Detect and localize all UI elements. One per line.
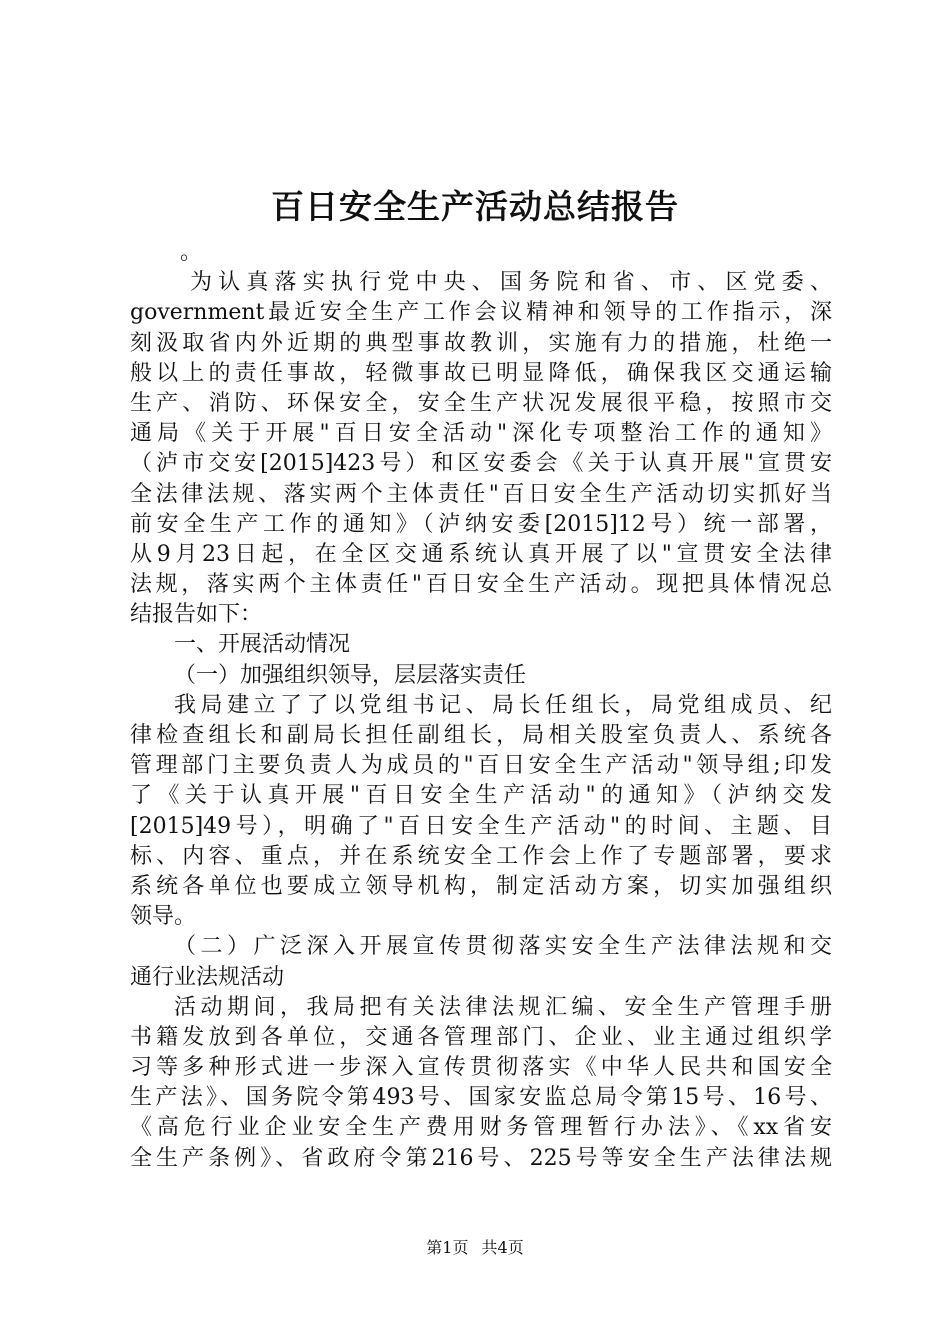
page-number: 第1页 xyxy=(426,1238,469,1257)
page-title: 百日安全生产活动总结报告 xyxy=(271,187,679,226)
text-line: 生产法》、国务院令第493号、国家安监总局令第15号、16号、 xyxy=(130,1085,832,1111)
subsection-heading: （一）加强组织领导，层层落实责任 xyxy=(174,662,527,688)
text-line: 管理部门主要负责人为成员的"百日安全生产活动"领导组;印发 xyxy=(130,753,832,779)
text-line: 前安全生产工作的通知》（泸纳安委[2015]12号）统一部署， xyxy=(130,511,832,537)
text-line: 。 xyxy=(180,240,203,265)
text-line: 习等多种形式进一步深入宣传贯彻落实《中华人民共和国安全 xyxy=(130,1055,832,1081)
text-line: 全法律法规、落实两个主体责任"百日安全生产活动切实抓好当 xyxy=(130,481,832,507)
page-footer xyxy=(0,1238,950,1258)
text-line: 通局《关于开展"百日安全活动"深化专项整治工作的通知》 xyxy=(130,421,832,447)
text-line: 《高危行业企业安全生产费用财务管理暂行办法》、《xx省安 xyxy=(130,1115,832,1141)
text-line: 我局建立了了以党组书记、局长任组长，局党组成员、纪 xyxy=(174,692,832,718)
document-body xyxy=(130,238,832,1174)
text-line: 领导。 xyxy=(130,904,197,930)
text-line: 法规，落实两个主体责任"百日安全生产活动。现把具体情况总 xyxy=(130,572,832,598)
page-total: 共4页 xyxy=(481,1238,524,1257)
text-line: 刻汲取省内外近期的典型事故教训，实施有力的措施，杜绝一 xyxy=(130,330,832,356)
section-heading: 一、开展活动情况 xyxy=(174,632,351,658)
text-line: 般以上的责任事故，轻微事故已明显降低，确保我区交通运输 xyxy=(130,360,832,386)
text-line: 结报告如下： xyxy=(130,602,263,628)
text-line: （泸市交安[2015]423号）和区安委会《关于认真开展"宣贯安 xyxy=(130,451,832,477)
text-line: 书籍发放到各单位，交通各管理部门、企业、业主通过组织学 xyxy=(130,1024,832,1050)
text-line: 生产、消防、环保安全，安全生产状况发展很平稳，按照市交 xyxy=(130,390,832,416)
text-line: 为认真落实执行党中央、国务院和省、市、区党委、 xyxy=(190,270,832,296)
text-line: 标、内容、重点，并在系统安全工作会上作了专题部署，要求 xyxy=(130,843,832,869)
subsection-heading: 通行业法规活动 xyxy=(130,964,285,990)
text-line: government最近安全生产工作会议精神和领导的工作指示，深 xyxy=(130,300,832,326)
text-line: [2015]49号），明确了"百日安全生产活动"的时间、主题、目 xyxy=(130,813,832,839)
text-line: 了《关于认真开展"百日安全生产活动"的通知》（泸纳交发 xyxy=(130,783,832,809)
subsection-heading: （二）广泛深入开展宣传贯彻落实安全生产法律法规和交 xyxy=(174,934,832,960)
text-line: 律检查组长和副局长担任副组长，局相关股室负责人、系统各 xyxy=(130,723,832,748)
text-line: 全生产条例》、省政府令第216号、225号等安全生产法律法规 xyxy=(130,1145,832,1171)
text-line: 从9月23日起，在全区交通系统认真开展了以"宣贯安全法律 xyxy=(130,541,832,567)
text-line: 系统各单位也要成立领导机构，制定活动方案，切实加强组织 xyxy=(130,873,832,899)
text-line: 活动期间，我局把有关法律法规汇编、安全生产管理手册 xyxy=(174,994,832,1020)
